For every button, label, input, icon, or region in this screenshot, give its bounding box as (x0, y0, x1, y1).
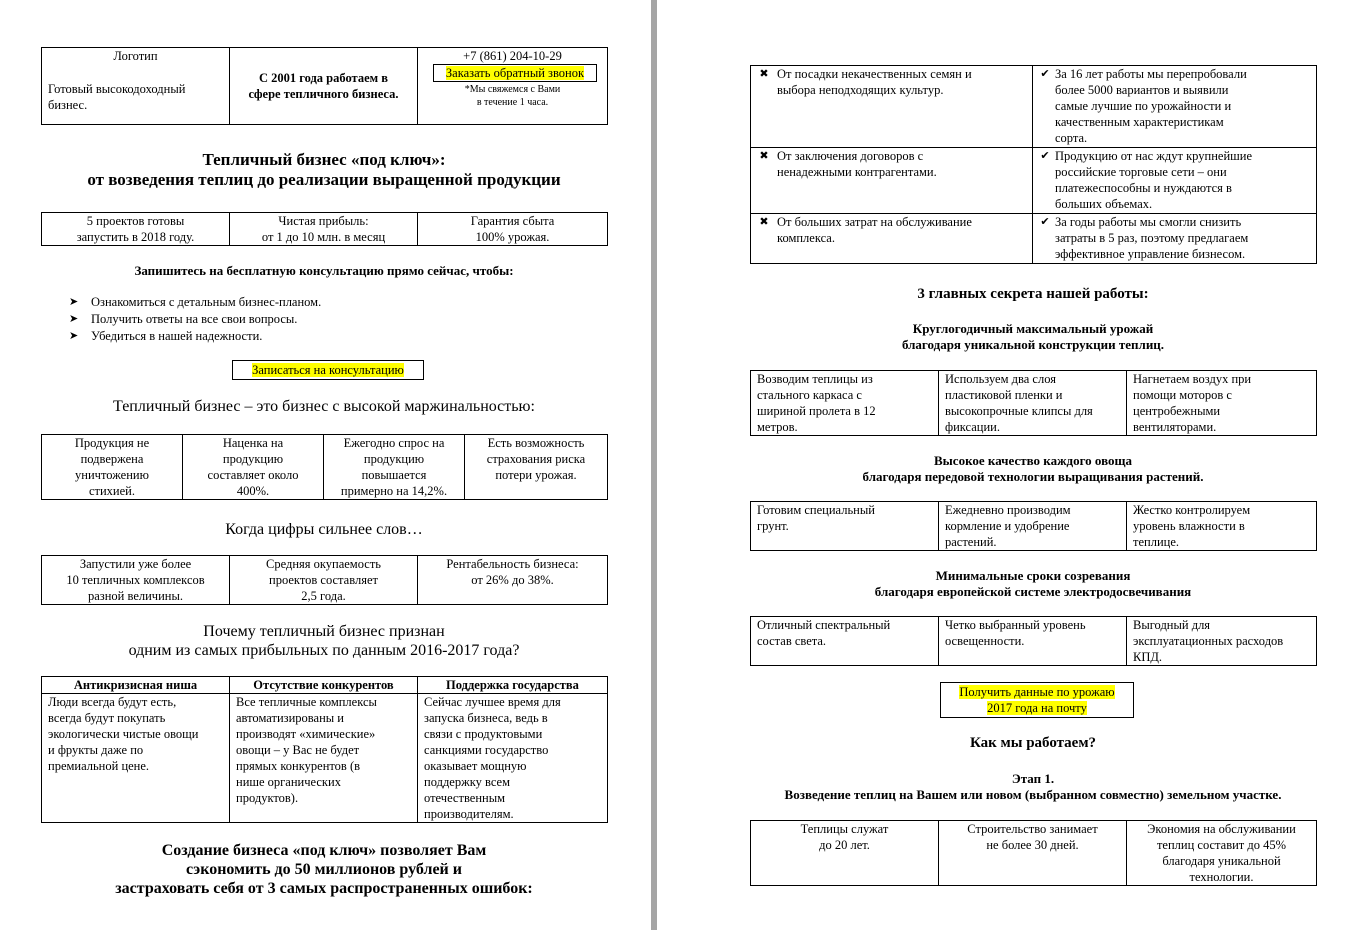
secret2-cell: Жестко контролируем уровень влажности в теплице. (1127, 502, 1317, 551)
secrets-heading: 3 главных секрета нашей работы: (917, 286, 1149, 302)
header-table (41, 47, 608, 125)
tagline-line2: бизнес. (48, 98, 88, 112)
secret3-line1: Минимальные сроки созревания (935, 568, 1131, 583)
stat-line: Чистая прибыль: (278, 214, 369, 228)
secret2-table (750, 501, 1317, 551)
phone-number: +7 (861) 204-10-29 (463, 49, 562, 63)
margin-cell: Ежегодно спрос на продукцию повышается примерно на 14,2%. (324, 435, 465, 500)
stage-desc: Возведение теплиц на Вашем или новом (выбранном совместно) земельном участке. (784, 787, 1282, 802)
since-cell (230, 48, 418, 125)
why-heading (41, 622, 607, 660)
consult-button-label: Записаться на консультацию (252, 363, 404, 377)
check-icon: ✔ (1040, 216, 1050, 228)
main-title (41, 150, 607, 190)
main-title-line1: Тепличный бизнес «под ключ»: (202, 150, 446, 169)
consult-heading: Запишитесь на бесплатную консультацию прямо сейчас, чтобы: (134, 263, 514, 278)
stage-cell: Теплицы служат до 20 лет. (751, 821, 939, 886)
why-table (41, 676, 608, 823)
contact-cell (418, 48, 608, 125)
secret3-heading (750, 568, 1316, 600)
secret3-line2: благодаря европейской системе электродосвечивания (874, 584, 1192, 599)
check-icon: ✔ (1040, 68, 1050, 80)
error-cell: ✖ От посадки некачественных семян и выбора неподходящих культур. (751, 66, 1033, 148)
solution-cell: ✔ Продукцию от нас ждут крупнейшие российские торговые сети – они платежеспособны и нуждаются в больших объемах. (1033, 148, 1317, 214)
page-right (657, 0, 1352, 930)
savings-line3: застраховать себя от 3 самых распространенных ошибок: (115, 880, 533, 897)
arrow-bullet-icon: ➤ (69, 313, 79, 325)
numbers-cell: Рентабельность бизнеса: от 26% до 38%. (418, 556, 608, 605)
numbers-table (41, 555, 608, 605)
stage-cell: Экономия на обслуживании теплиц составит до 45% благодаря уникальной технологии. (1127, 821, 1317, 886)
list-item: ➤ Убедиться в нашей надежности. (69, 329, 263, 343)
stage-cell: Строительство занимает не более 30 дней. (939, 821, 1127, 886)
margin-cell: Есть возможность страхования риска потери урожая. (465, 435, 608, 500)
error-cell: ✖ От заключения договоров с ненадежными контрагентами. (751, 148, 1033, 214)
stat-cell (418, 213, 608, 246)
errors-table (750, 65, 1317, 264)
savings-line1: Создание бизнеса «под ключ» позволяет Вам (161, 842, 487, 859)
secret1-heading (750, 321, 1316, 353)
why-header-cell: Антикризисная ниша (42, 677, 230, 694)
harvest-data-button[interactable] (940, 682, 1134, 718)
cross-icon: ✖ (759, 68, 769, 80)
margin-heading: Тепличный бизнес – это бизнес с высокой маржинальностью: (113, 398, 535, 415)
stage-table (750, 820, 1317, 886)
solution-cell: ✔ За 16 лет работы мы перепробовали более 5000 вариантов и выявили самые лучшие по урожайности и качественным характеристикам сорта. (1033, 66, 1317, 148)
secret2-cell: Готовим специальный грунт. (751, 502, 939, 551)
logo-cell (42, 48, 230, 125)
secret3-cell: Выгодный для эксплуатационных расходов КПД. (1127, 617, 1317, 666)
arrow-bullet-icon: ➤ (69, 330, 79, 342)
why-cell: Все тепличные комплексы автоматизированы и производят «химические» овощи – у Вас не будет прямых конкурентов (в нише органических продуктов). (230, 694, 418, 823)
list-item: ➤ Получить ответы на все свои вопросы. (69, 312, 298, 326)
secret3-cell: Четко выбранный уровень освещенности. (939, 617, 1127, 666)
stat-cell (230, 213, 418, 246)
tagline-line1: Готовый высокодоходный (48, 82, 186, 96)
margin-cell: Наценка на продукцию составляет около 400%. (183, 435, 324, 500)
how-heading: Как мы работаем? (969, 735, 1097, 751)
since-line1: С 2001 года работаем в (258, 71, 389, 85)
margin-cell: Продукция не подвержена уничтожению стихией. (42, 435, 183, 500)
secret2-line1: Высокое качество каждого овоща (933, 453, 1132, 468)
callback-button-label: Заказать обратный звонок (445, 66, 585, 80)
logo-label: Логотип (113, 49, 158, 63)
secret3-cell: Отличный спектральный состав света. (751, 617, 939, 666)
secret1-line2: благодаря уникальной конструкции теплиц. (901, 337, 1165, 352)
secret2-cell: Ежедневно производим кормление и удобрение растений. (939, 502, 1127, 551)
arrow-bullet-icon: ➤ (69, 296, 79, 308)
callback-note-line2: в течение 1 часа. (476, 97, 549, 108)
secret2-line2: благодаря передовой технологии выращивания растений. (862, 469, 1204, 484)
stats-table (41, 212, 608, 246)
stat-line: от 1 до 10 млн. в месяц (261, 230, 386, 244)
why-cell: Люди всегда будут есть, всегда будут покупать экологически чистые овощи и фрукты даже по премиальной цене. (42, 694, 230, 823)
why-header-cell: Отсутствие конкурентов (230, 677, 418, 694)
secret1-cell: Возводим теплицы из стального каркаса с шириной пролета в 12 метров. (751, 371, 939, 436)
stat-line: запустить в 2018 году. (76, 230, 195, 244)
why-cell: Сейчас лучшее время для запуска бизнеса, ведь в связи с продуктовыми санкциями государство оказывает мощную поддержку всем отечественным производителям. (418, 694, 608, 823)
stat-line: Гарантия сбыта (470, 214, 555, 228)
main-title-line2: от возведения теплиц до реализации выращенной продукции (87, 170, 561, 189)
stat-line: 5 проектов готовы (86, 214, 185, 228)
harvest-button-line2: 2017 года на почту (987, 701, 1087, 715)
cross-icon: ✖ (759, 150, 769, 162)
callback-button[interactable] (433, 64, 597, 82)
cross-icon: ✖ (759, 216, 769, 228)
savings-heading (41, 841, 607, 898)
callback-note-line1: *Мы свяжемся с Вами (464, 84, 561, 95)
stat-line: 100% урожая. (475, 230, 550, 244)
solution-cell: ✔ За годы работы мы смогли снизить затраты в 5 раз, поэтому предлагаем эффективное управление бизнесом. (1033, 214, 1317, 264)
stage-title: Этап 1. (1011, 771, 1055, 786)
error-cell: ✖ От больших затрат на обслуживание комплекса. (751, 214, 1033, 264)
since-line2: сфере тепличного бизнеса. (248, 87, 399, 101)
why-heading-line1: Почему тепличный бизнес признан (203, 623, 445, 640)
page-left (0, 0, 650, 930)
secret3-table (750, 616, 1317, 666)
consult-button[interactable] (232, 360, 424, 380)
secret1-table (750, 370, 1317, 436)
numbers-cell: Средняя окупаемость проектов составляет 2,5 года. (230, 556, 418, 605)
savings-line2: сэкономить до 50 миллионов рублей и (185, 861, 462, 878)
margin-table (41, 434, 608, 500)
numbers-cell: Запустили уже более 10 тепличных комплексов разной величины. (42, 556, 230, 605)
stat-cell (42, 213, 230, 246)
secret1-cell: Используем два слоя пластиковой пленки и высокопрочные клипсы для фиксации. (939, 371, 1127, 436)
stage-heading (750, 771, 1316, 803)
consult-list (69, 294, 589, 345)
numbers-heading: Когда цифры сильнее слов… (225, 521, 423, 538)
harvest-button-line1: Получить данные по урожаю (959, 685, 1115, 699)
secret1-cell: Нагнетаем воздух при помощи моторов с центробежными вентиляторами. (1127, 371, 1317, 436)
secret2-heading (750, 453, 1316, 485)
why-heading-line2: одним из самых прибыльных по данным 2016-2017 года? (128, 642, 520, 659)
check-icon: ✔ (1040, 150, 1050, 162)
secret1-line1: Круглогодичный максимальный урожай (912, 321, 1154, 336)
list-item: ➤ Ознакомиться с детальным бизнес-планом. (69, 295, 322, 309)
why-header-cell: Поддержка государства (418, 677, 608, 694)
